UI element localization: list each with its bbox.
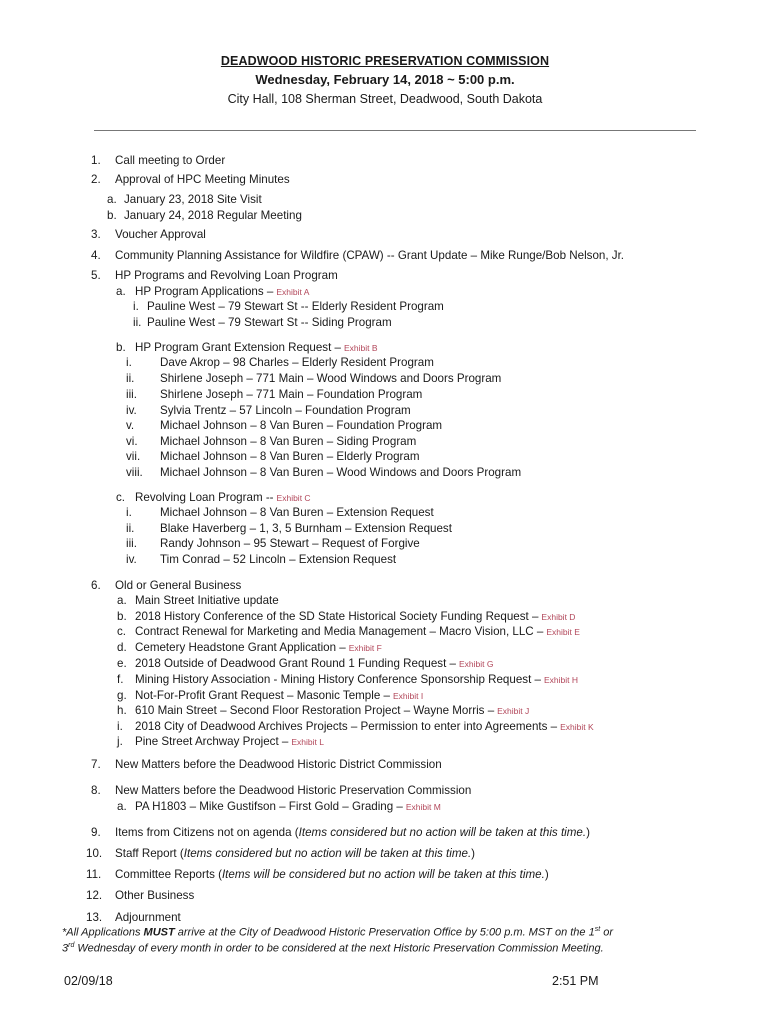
exhibit-ref: Exhibit G bbox=[458, 659, 494, 669]
footer-time: 2:51 PM bbox=[552, 974, 599, 988]
exhibit-ref: Exhibit A bbox=[276, 287, 310, 297]
item-text bbox=[160, 537, 423, 551]
item-label: New Matters before the Deadwood Historic Preservation Commission bbox=[115, 784, 472, 797]
exhibit-ref: Exhibit D bbox=[541, 612, 576, 622]
item-text bbox=[115, 228, 209, 242]
item-text bbox=[115, 154, 228, 168]
item-text bbox=[115, 868, 552, 882]
item-marker: i. bbox=[133, 300, 139, 313]
item-marker: a. bbox=[116, 285, 126, 298]
item-label: Shirlene Joseph – 771 Main – Wood Windows and Doors Program bbox=[160, 372, 502, 385]
item-label: 2018 Outside of Deadwood Grant Round 1 Funding Request – bbox=[135, 657, 456, 670]
item-label: Approval of HPC Meeting Minutes bbox=[115, 173, 290, 186]
footer-date: 02/09/18 bbox=[64, 974, 113, 988]
item-label: January 24, 2018 Regular Meeting bbox=[124, 209, 302, 222]
item-marker: iv. bbox=[126, 404, 137, 417]
item-marker: 5. bbox=[91, 269, 101, 282]
item-label: HP Program Applications – bbox=[135, 285, 274, 298]
item-note: Items will be considered but no action will be taken at this time. bbox=[221, 868, 545, 881]
item-note-close: ) bbox=[471, 847, 476, 860]
exhibit-ref: Exhibit E bbox=[546, 627, 580, 637]
footnote-line-2: 3rd Wednesday of every month in order to be considered at the next Historic Preservation Commission Meeting. bbox=[62, 942, 604, 955]
item-label: Mining History Association - Mining History Conference Sponsorship Request – bbox=[135, 673, 541, 686]
item-marker: 12. bbox=[86, 889, 103, 902]
item-marker: v. bbox=[126, 419, 135, 432]
item-text bbox=[115, 911, 184, 925]
item-marker: b. bbox=[107, 209, 117, 222]
item-marker: i. bbox=[126, 506, 132, 519]
exhibit-ref: Exhibit H bbox=[543, 675, 578, 685]
item-text bbox=[135, 491, 311, 505]
item-text bbox=[135, 285, 309, 299]
exhibit-ref: Exhibit M bbox=[405, 802, 441, 812]
item-marker: ii. bbox=[133, 316, 142, 329]
item-label: PA H1803 – Mike Gustifson – First Gold – Grading – bbox=[135, 800, 403, 813]
item-label: Blake Haverberg – 1, 3, 5 Burnham – Extension Request bbox=[160, 522, 452, 535]
item-marker: 8. bbox=[91, 784, 101, 797]
item-marker: c. bbox=[117, 625, 127, 638]
item-text bbox=[135, 704, 529, 718]
item-label: Sylvia Trentz – 57 Lincoln – Foundation Program bbox=[160, 404, 411, 417]
item-text bbox=[160, 522, 455, 536]
item-text bbox=[160, 506, 437, 520]
item-marker: i. bbox=[126, 356, 132, 369]
item-label: HP Program Grant Extension Request – bbox=[135, 341, 341, 354]
item-label: Call meeting to Order bbox=[115, 154, 226, 167]
item-text bbox=[135, 610, 575, 624]
item-text bbox=[160, 388, 425, 402]
item-marker: b. bbox=[117, 610, 127, 623]
item-note: Items considered but no action will be taken at this time. bbox=[183, 847, 472, 860]
item-label: 2018 History Conference of the SD State Historical Society Funding Request – bbox=[135, 610, 539, 623]
item-label: Main Street Initiative update bbox=[135, 594, 279, 607]
item-label: Adjournment bbox=[115, 911, 181, 924]
item-label: Contract Renewal for Marketing and Media Management – Macro Vision, LLC – bbox=[135, 625, 544, 638]
item-label: Staff Report ( bbox=[115, 847, 184, 860]
item-marker: 11. bbox=[86, 868, 102, 881]
item-label: Items from Citizens not on agenda ( bbox=[115, 826, 299, 839]
item-label: Randy Johnson – 95 Stewart – Request of Forgive bbox=[160, 537, 420, 550]
item-label: HP Programs and Revolving Loan Program bbox=[115, 269, 338, 282]
item-marker: j. bbox=[117, 735, 123, 748]
item-text bbox=[160, 372, 504, 386]
exhibit-ref: Exhibit K bbox=[560, 722, 594, 732]
exhibit-ref: Exhibit I bbox=[392, 691, 424, 701]
item-label: Revolving Loan Program -- bbox=[135, 491, 274, 504]
item-text bbox=[124, 209, 305, 223]
meeting-datetime: Wednesday, February 14, 2018 ~ 5:00 p.m. bbox=[255, 72, 515, 87]
item-label: Pauline West – 79 Stewart St -- Siding Program bbox=[147, 316, 392, 329]
item-label: 2018 City of Deadwood Archives Projects – Permission to enter into Agreements – bbox=[135, 720, 558, 733]
exhibit-ref: Exhibit J bbox=[497, 706, 530, 716]
item-label: Committee Reports ( bbox=[115, 868, 222, 881]
exhibit-ref: Exhibit F bbox=[348, 643, 382, 653]
item-text bbox=[160, 356, 437, 370]
exhibit-ref: Exhibit L bbox=[291, 737, 324, 747]
item-label: Michael Johnson – 8 Van Buren – Siding Program bbox=[160, 435, 417, 448]
item-label: Pine Street Archway Project – bbox=[135, 735, 289, 748]
item-marker: iii. bbox=[126, 388, 137, 401]
item-marker: d. bbox=[117, 641, 127, 654]
item-text bbox=[115, 758, 445, 772]
item-text bbox=[135, 673, 578, 687]
item-marker: g. bbox=[117, 689, 127, 702]
item-marker: 7. bbox=[91, 758, 101, 771]
item-marker: i. bbox=[117, 720, 123, 733]
item-text bbox=[135, 657, 493, 671]
item-text bbox=[115, 847, 478, 861]
item-text bbox=[135, 735, 324, 749]
item-marker: a. bbox=[107, 193, 117, 206]
item-text bbox=[115, 249, 627, 263]
item-label: Voucher Approval bbox=[115, 228, 206, 241]
item-marker: ii. bbox=[126, 372, 135, 385]
item-marker: a. bbox=[117, 594, 127, 607]
item-marker: 9. bbox=[91, 826, 101, 839]
meeting-location: City Hall, 108 Sherman Street, Deadwood, South Dakota bbox=[227, 92, 543, 106]
item-marker: 10. bbox=[86, 847, 103, 860]
item-text bbox=[135, 800, 441, 814]
item-text bbox=[115, 579, 244, 593]
item-text bbox=[160, 404, 414, 418]
item-text bbox=[115, 826, 593, 840]
item-text bbox=[135, 689, 423, 703]
exhibit-ref: Exhibit B bbox=[344, 343, 378, 353]
item-marker: vii. bbox=[126, 450, 141, 463]
header-divider bbox=[94, 130, 696, 131]
item-label: Other Business bbox=[115, 889, 195, 902]
item-marker: 4. bbox=[91, 249, 101, 262]
item-marker: viii. bbox=[126, 466, 143, 479]
item-marker: 13. bbox=[86, 911, 103, 924]
item-text bbox=[115, 173, 293, 187]
item-text bbox=[147, 300, 447, 314]
item-text bbox=[160, 466, 524, 480]
item-text bbox=[147, 316, 395, 330]
item-text bbox=[160, 435, 419, 449]
item-note-close: ) bbox=[544, 868, 549, 881]
item-marker: c. bbox=[116, 491, 126, 504]
item-marker: 3. bbox=[91, 228, 101, 241]
item-label: Old or General Business bbox=[115, 579, 242, 592]
item-label: Cemetery Headstone Grant Application – bbox=[135, 641, 346, 654]
item-marker: iii. bbox=[126, 537, 137, 550]
item-label: 610 Main Street – Second Floor Restoration Project – Wayne Morris – bbox=[135, 704, 495, 717]
item-text bbox=[115, 889, 197, 903]
exhibit-ref: Exhibit C bbox=[276, 493, 311, 503]
org-title: DEADWOOD HISTORIC PRESERVATION COMMISSION bbox=[220, 54, 550, 68]
item-marker: iv. bbox=[126, 553, 137, 566]
item-marker: vi. bbox=[126, 435, 138, 448]
item-marker: e. bbox=[117, 657, 127, 670]
item-label: Michael Johnson – 8 Van Buren – Extension Request bbox=[160, 506, 434, 519]
item-label: January 23, 2018 Site Visit bbox=[124, 193, 262, 206]
item-marker: h. bbox=[117, 704, 127, 717]
item-text bbox=[160, 450, 423, 464]
item-note: Items considered but no action will be taken at this time. bbox=[298, 826, 587, 839]
item-label: New Matters before the Deadwood Historic District Commission bbox=[115, 758, 442, 771]
item-label: Tim Conrad – 52 Lincoln – Extension Request bbox=[160, 553, 397, 566]
item-label: Community Planning Assistance for Wildfire (CPAW) -- Grant Update – Mike Runge/Bob Nelson, Jr. bbox=[115, 249, 625, 262]
item-marker: b. bbox=[116, 341, 126, 354]
item-label: Michael Johnson – 8 Van Buren – Wood Windows and Doors Program bbox=[160, 466, 522, 479]
item-text bbox=[135, 341, 378, 355]
item-text bbox=[135, 641, 382, 655]
item-label: Shirlene Joseph – 771 Main – Foundation Program bbox=[160, 388, 423, 401]
item-label: Michael Johnson – 8 Van Buren – Foundation Program bbox=[160, 419, 443, 432]
item-text bbox=[160, 419, 445, 433]
item-text bbox=[115, 784, 474, 798]
footnote-line-1: *All Applications MUST arrive at the City of Deadwood Historic Preservation Office by 5:00 p.m. MST on the 1st or bbox=[62, 926, 614, 939]
item-text bbox=[124, 193, 265, 207]
item-text bbox=[135, 594, 282, 608]
item-marker: 2. bbox=[91, 173, 101, 186]
item-marker: f. bbox=[117, 673, 124, 686]
item-note-close: ) bbox=[586, 826, 590, 839]
item-marker: a. bbox=[117, 800, 127, 813]
item-label: Dave Akrop – 98 Charles – Elderly Resident Program bbox=[160, 356, 434, 369]
item-marker: ii. bbox=[126, 522, 135, 535]
item-text bbox=[135, 720, 594, 734]
item-text bbox=[115, 269, 341, 283]
item-label: Pauline West – 79 Stewart St -- Elderly Resident Program bbox=[147, 300, 444, 313]
item-marker: 1. bbox=[91, 154, 101, 167]
item-text bbox=[160, 553, 399, 567]
item-text bbox=[135, 625, 580, 639]
item-label: Not-For-Profit Grant Request – Masonic Temple – bbox=[135, 689, 390, 702]
item-marker: 6. bbox=[91, 579, 101, 592]
item-label: Michael Johnson – 8 Van Buren – Elderly Program bbox=[160, 450, 420, 463]
